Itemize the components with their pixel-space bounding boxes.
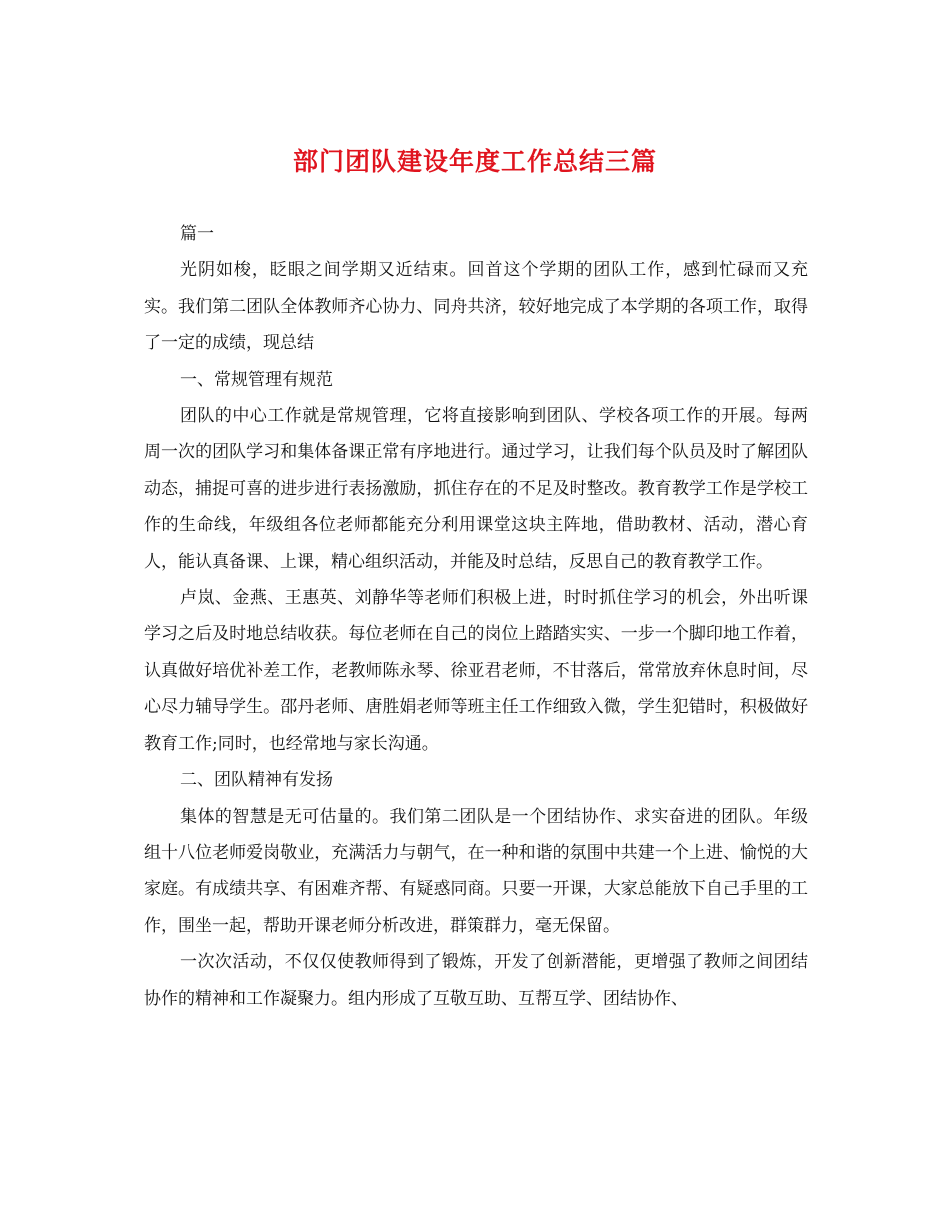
section-heading: 一、常规管理有规范 [180,369,333,390]
section-label: 篇一 [180,224,214,244]
body-paragraph: 光阴如梭，眨眼之间学期又近结束。回首这个学期的团队工作，感到忙碌而又充实。我们第二团队全体教师齐心协力、同舟共济，较好地完成了本学期的各项工作，取得了一定的成绩，现总结 [144,260,808,354]
body-paragraph: 团队的中心工作就是常规管理，它将直接影响到团队、学校各项工作的开展。每两周一次的团队学习和集体备课正常有序地进行。通过学习，让我们每个队员及时了解团队动态，捕捉可喜的进步进行表扬激励，抓住存在的不足及时整改。教育教学工作是学校工作的生命线，年级组各位老师都能充分利用课堂这块主阵地，借助教材、活动，潜心育人，能认真备课、上课，精心组织活动，并能及时总结，反思自己的教育教学工作。 [144,406,808,572]
document-title: 部门团队建设年度工作总结三篇 [292,147,657,176]
section-heading: 二、团队精神有发扬 [180,770,333,791]
body-paragraph: 一次次活动，不仅仅使教师得到了锻炼，开发了创新潜能，更增强了教师之间团结协作的精神和工作凝聚力。组内形成了互敬互助、互帮互学、团结协作、 [144,952,808,1009]
body-paragraph: 卢岚、金燕、王惠英、刘静华等老师们积极上进，时时抓住学习的机会，外出听课学习之后及时地总结收获。每位老师在自己的岗位上踏踏实实、一步一个脚印地工作着，认真做好培优补差工作，老教师陈永琴、徐亚君老师，不甘落后，常常放弃休息时间，尽心尽力辅导学生。邵丹老师、唐胜娟老师等班主任工作细致入微，学生犯错时，积极做好教育工作;同时，也经常地与家长沟通。 [144,588,808,754]
body-paragraph: 集体的智慧是无可估量的。我们第二团队是一个团结协作、求实奋进的团队。年级组十八位老师爱岗敬业，充满活力与朝气，在一种和谐的氛围中共建一个上进、愉悦的大家庭。有成绩共享、有困难齐帮、有疑惑同商。只要一开课，大家总能放下自己手里的工作，围坐一起，帮助开课老师分析改进，群策群力，毫无保留。 [144,806,808,936]
document-body [144,216,808,1017]
